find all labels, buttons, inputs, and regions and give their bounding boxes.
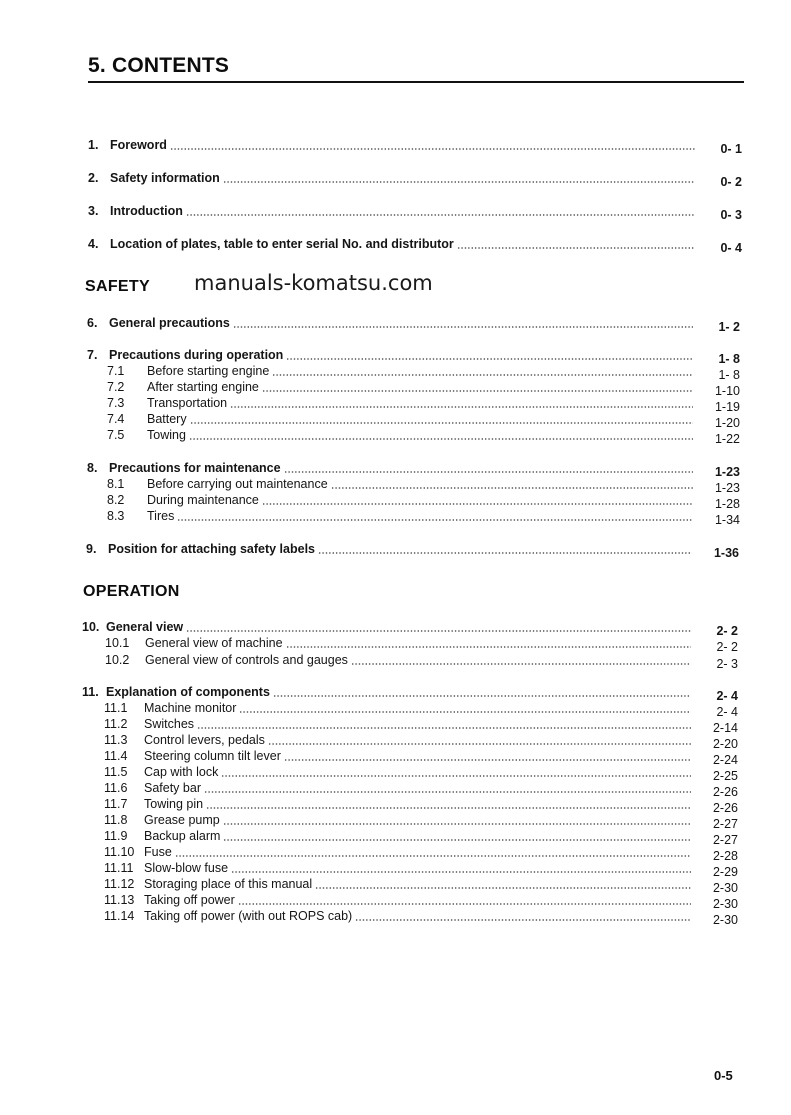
toc-page-number: 2- 4	[716, 705, 738, 719]
toc-entry-precautions-during-operation[interactable]	[87, 346, 740, 366]
leader-dots	[457, 247, 695, 249]
toc-page-number: 2-26	[712, 801, 738, 815]
leader-dots	[190, 422, 693, 424]
toc-number: 11.3	[104, 733, 128, 747]
toc-subentry-tires[interactable]	[107, 507, 740, 527]
leader-dots	[268, 743, 691, 745]
toc-title: Grease pump	[144, 813, 220, 827]
leader-dots	[223, 839, 691, 841]
toc-title: Slow-blow fuse	[144, 861, 229, 875]
toc-title: Before starting engine	[147, 364, 270, 378]
toc-subentry-taking-off-power[interactable]	[104, 891, 738, 911]
toc-entry-general-view[interactable]	[82, 618, 738, 638]
toc-page-number: 2- 3	[716, 657, 738, 671]
toc-entry-safety-information[interactable]	[88, 169, 742, 189]
toc-title: Taking off power	[144, 893, 235, 907]
toc-number: 8.1	[107, 477, 125, 491]
leader-dots	[262, 390, 693, 392]
toc-title: Towing	[147, 428, 186, 442]
toc-number: 7.2	[107, 380, 125, 394]
toc-number: 7.4	[107, 412, 125, 426]
toc-subentry-control-levers[interactable]	[104, 731, 738, 751]
toc-title: Transportation	[147, 396, 228, 410]
leader-dots	[351, 663, 691, 665]
leader-dots	[204, 791, 691, 793]
section-heading-safety: SAFETY	[85, 278, 150, 295]
leader-dots	[221, 775, 691, 777]
toc-number: 3.	[88, 204, 99, 218]
toc-entry-general-precautions[interactable]	[87, 314, 740, 334]
toc-title: Tires	[147, 509, 175, 523]
toc-page-number: 1-10	[714, 384, 740, 398]
toc-subentry-general-view-controls[interactable]	[105, 651, 738, 671]
leader-dots	[177, 519, 693, 521]
toc-subentry-towing[interactable]	[107, 426, 740, 446]
toc-page-number: 1-28	[714, 497, 740, 511]
leader-dots	[223, 181, 695, 183]
toc-page-number: 1-19	[714, 400, 740, 414]
toc-page-number: 1-20	[714, 416, 740, 430]
toc-number: 7.	[87, 348, 98, 362]
leader-dots	[286, 358, 693, 360]
toc-page-number: 2-29	[712, 865, 738, 879]
toc-number: 2.	[88, 171, 99, 185]
toc-subentry-towing-pin[interactable]	[104, 795, 738, 815]
toc-subentry-after-starting-engine[interactable]	[107, 378, 740, 398]
toc-number: 11.	[82, 685, 99, 699]
toc-page-number: 2-30	[712, 897, 738, 911]
toc-subentry-backup-alarm[interactable]	[104, 827, 738, 847]
toc-page-number: 0- 3	[720, 208, 742, 222]
toc-entry-location-of-plates[interactable]	[88, 235, 742, 255]
toc-subentry-cap-with-lock[interactable]	[104, 763, 738, 783]
toc-number: 11.1	[104, 701, 128, 715]
leader-dots	[175, 855, 691, 857]
toc-title: Precautions for maintenance	[109, 461, 281, 475]
toc-page-number: 0- 1	[720, 142, 742, 156]
toc-page-number: 2-27	[712, 817, 738, 831]
toc-subentry-before-carrying-out-maintenance[interactable]	[107, 475, 740, 495]
toc-subentry-storaging-place[interactable]	[104, 875, 738, 895]
toc-number: 11.13	[104, 893, 135, 907]
toc-page-number: 2- 2	[716, 640, 738, 654]
toc-entry-foreword[interactable]	[88, 136, 742, 156]
toc-number: 11.6	[104, 781, 128, 795]
toc-page-number: 2-28	[712, 849, 738, 863]
leader-dots	[315, 887, 691, 889]
leader-dots	[186, 630, 691, 632]
toc-number: 11.7	[104, 797, 128, 811]
toc-number: 11.11	[104, 861, 134, 875]
leader-dots	[238, 903, 691, 905]
leader-dots	[233, 326, 693, 328]
leader-dots	[197, 727, 691, 729]
toc-title: Location of plates, table to enter serial No. and distributor	[110, 237, 454, 251]
toc-title: Towing pin	[144, 797, 204, 811]
toc-number: 7.1	[107, 364, 125, 378]
toc-page-number: 2-27	[712, 833, 738, 847]
leader-dots	[284, 471, 693, 473]
toc-page-number: 1-23	[714, 481, 740, 495]
toc-title: Introduction	[110, 204, 183, 218]
toc-page-number: 2-14	[712, 721, 738, 735]
toc-number: 8.3	[107, 509, 125, 523]
toc-number: 11.4	[104, 749, 128, 763]
leader-dots	[331, 487, 693, 489]
toc-subentry-transportation[interactable]	[107, 394, 740, 414]
toc-subentry-grease-pump[interactable]	[104, 811, 738, 831]
page-title-block	[88, 54, 744, 84]
toc-page-number: 1- 8	[718, 352, 740, 366]
toc-page-number: 2- 4	[716, 689, 738, 703]
toc-number: 7.3	[107, 396, 125, 410]
toc-title: Storaging place of this manual	[144, 877, 313, 891]
toc-number: 1.	[88, 138, 99, 152]
toc-title: Safety bar	[144, 781, 201, 795]
toc-subentry-slow-blow-fuse[interactable]	[104, 859, 738, 879]
toc-number: 10.	[82, 620, 100, 634]
leader-dots	[206, 807, 691, 809]
toc-number: 8.	[87, 461, 98, 475]
leader-dots	[239, 711, 691, 713]
leader-dots	[231, 871, 691, 873]
toc-title: Control levers, pedals	[144, 733, 265, 747]
toc-subentry-during-maintenance[interactable]	[107, 491, 740, 511]
section-heading-operation: OPERATION	[83, 583, 180, 600]
toc-entry-introduction[interactable]	[88, 202, 742, 222]
leader-dots	[186, 214, 695, 216]
toc-subentry-before-starting-engine[interactable]	[107, 362, 740, 382]
toc-number: 11.10	[104, 845, 135, 859]
toc-subentry-steering-column-tilt-lever[interactable]	[104, 747, 738, 767]
toc-page-number: 2-24	[712, 753, 738, 767]
title-underline	[88, 81, 744, 83]
toc-title: During maintenance	[147, 493, 259, 507]
toc-page-number: 1-36	[713, 546, 739, 560]
toc-number: 11.8	[104, 813, 128, 827]
toc-number: 7.5	[107, 428, 125, 442]
toc-title: Cap with lock	[144, 765, 219, 779]
toc-number: 4.	[88, 237, 99, 251]
toc-number: 6.	[87, 316, 98, 330]
toc-subentry-fuse[interactable]	[104, 843, 738, 863]
toc-entry-precautions-for-maintenance[interactable]	[87, 459, 740, 479]
toc-title: After starting engine	[147, 380, 259, 394]
toc-number: 11.9	[104, 829, 128, 843]
toc-entry-explanation-of-components[interactable]	[82, 683, 738, 703]
toc-page-number: 2-30	[712, 881, 738, 895]
toc-page-number: 2- 2	[716, 624, 738, 638]
toc-title: Precautions during operation	[109, 348, 284, 362]
page-title: 5. CONTENTS	[88, 54, 230, 77]
toc-page-number: 0- 2	[720, 175, 742, 189]
toc-title: Safety information	[110, 171, 220, 185]
toc-subentry-machine-monitor[interactable]	[104, 699, 738, 719]
leader-dots	[272, 374, 693, 376]
toc-entry-position-safety-labels[interactable]	[86, 540, 739, 560]
toc-title: Fuse	[144, 845, 172, 859]
toc-title: Battery	[147, 412, 187, 426]
toc-number: 11.14	[104, 909, 135, 923]
toc-page-number: 2-30	[712, 913, 738, 927]
toc-title: General precautions	[109, 316, 230, 330]
toc-title: Switches	[144, 717, 195, 731]
watermark-text: manuals-komatsu.com	[194, 271, 433, 295]
leader-dots	[170, 148, 695, 150]
toc-page-number: 0- 4	[720, 241, 742, 255]
toc-page-number: 2-20	[712, 737, 738, 751]
toc-title: General view of controls and gauges	[145, 653, 348, 667]
toc-subentry-general-view-machine[interactable]	[105, 634, 738, 654]
toc-title: Foreword	[110, 138, 167, 152]
toc-number: 9.	[86, 542, 97, 556]
toc-page-number: 1-34	[714, 513, 740, 527]
toc-number: 11.12	[104, 877, 135, 891]
leader-dots	[262, 503, 693, 505]
toc-title: Before carrying out maintenance	[147, 477, 328, 491]
toc-subentry-taking-off-power-without-rops[interactable]	[104, 907, 738, 927]
toc-title: General view	[106, 620, 184, 634]
toc-number: 8.2	[107, 493, 125, 507]
toc-title: General view of machine	[145, 636, 283, 650]
toc-page-number: 1-23	[714, 465, 740, 479]
toc-subentry-safety-bar[interactable]	[104, 779, 738, 799]
toc-title: Explanation of components	[106, 685, 270, 699]
toc-subentry-switches[interactable]	[104, 715, 738, 735]
toc-number: 10.1	[105, 636, 130, 650]
leader-dots	[286, 646, 691, 648]
leader-dots	[355, 919, 691, 921]
toc-title: Taking off power (with out ROPS cab)	[144, 909, 353, 923]
toc-title: Steering column tilt lever	[144, 749, 281, 763]
toc-title: Position for attaching safety labels	[108, 542, 315, 556]
footer-page-number: 0-5	[714, 1068, 733, 1083]
leader-dots	[273, 695, 691, 697]
toc-number: 11.2	[104, 717, 128, 731]
leader-dots	[318, 552, 692, 554]
toc-page-number: 2-26	[712, 785, 738, 799]
toc-title: Machine monitor	[144, 701, 237, 715]
toc-subentry-battery[interactable]	[107, 410, 740, 430]
leader-dots	[230, 406, 693, 408]
toc-title: Backup alarm	[144, 829, 221, 843]
toc-page-number: 1-22	[714, 432, 740, 446]
toc-number: 10.2	[105, 653, 130, 667]
toc-page-number: 1- 8	[718, 368, 740, 382]
toc-page-number: 2-25	[712, 769, 738, 783]
leader-dots	[189, 438, 693, 440]
toc-number: 11.5	[104, 765, 128, 779]
toc-page-number: 1- 2	[718, 320, 740, 334]
leader-dots	[223, 823, 691, 825]
leader-dots	[284, 759, 691, 761]
